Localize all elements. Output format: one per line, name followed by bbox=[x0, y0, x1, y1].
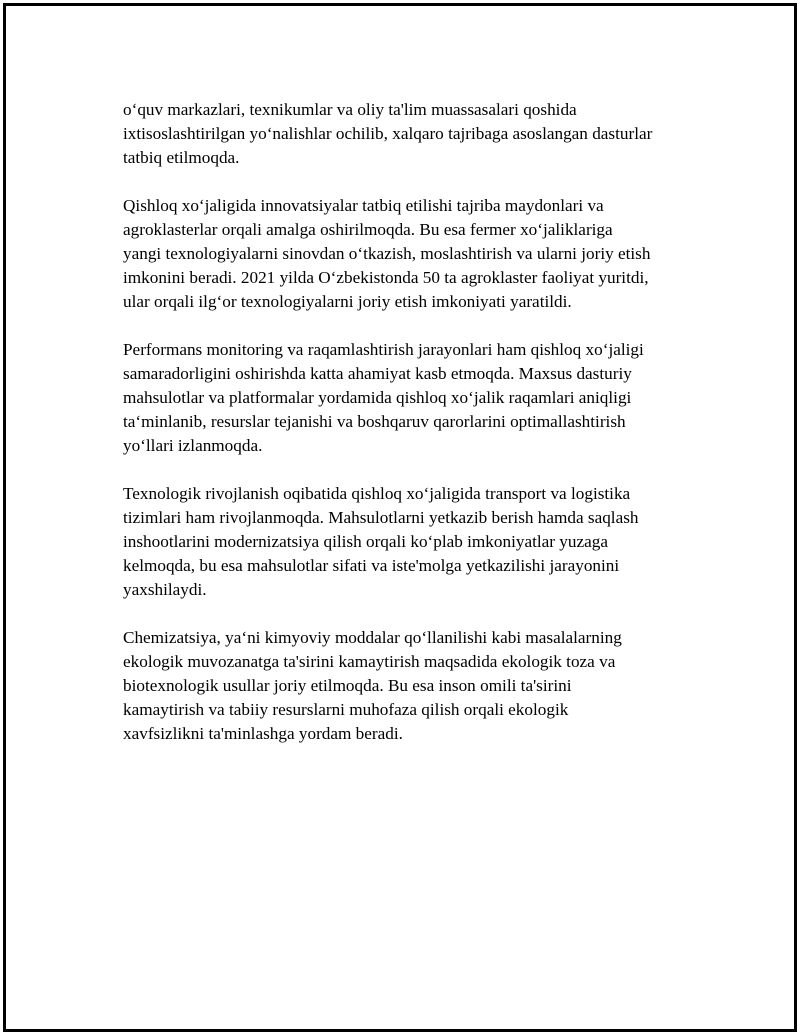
document-body bbox=[123, 98, 723, 770]
paragraph-2: Qishloq xo‘jaligida innovatsiyalar tatbiq etilishi tajriba maydonlari va agroklasterlar orqali amalga oshirilmoqda. Bu esa fermer xo‘jaliklariga yangi texnologiyalarni sinovdan o‘tkazish, moslashtirish va ularni joriy etish imkonini beradi. 2021 yilda O‘zbekistonda 50 ta agroklaster faoliyat yuritdi, ular orqali ilg‘or texnologiyalarni joriy etish imkoniyati yaratildi. bbox=[123, 196, 651, 311]
page-frame bbox=[3, 3, 797, 1032]
paragraph-5: Chemizatsiya, ya‘ni kimyoviy moddalar qo‘llanilishi kabi masalalarning ekologik muvozanatga ta'sirini kamaytirish maqsadida ekologik toza va biotexnologik usullar joriy etilmoqda. Bu esa inson omili ta'sirini kamaytirish va tabiiy resurslarni muhofaza qilish orqali ekologik xavfsizlikni ta'minlashga yordam beradi. bbox=[123, 628, 622, 743]
paragraph-3: Performans monitoring va raqamlashtirish jarayonlari ham qishloq xo‘jaligi samaradorligini oshirishda katta ahamiyat kasb etmoqda. Maxsus dasturiy mahsulotlar va platformalar yordamida qishloq xo‘jalik raqamlari aniqligi ta‘minlanib, resurslar tejanishi va boshqaruv qarorlarini optimallashtirish yo‘llari izlanmoqda. bbox=[123, 340, 644, 455]
paragraph-1: o‘quv markazlari, texnikumlar va oliy ta'lim muassasalari qoshida ixtisoslashtirilgan yo‘nalishlar ochilib, xalqaro tajribaga asoslangan dasturlar tatbiq etilmoqda. bbox=[123, 100, 653, 167]
paragraph-4: Texnologik rivojlanish oqibatida qishloq xo‘jaligida transport va logistika tizimlari ham rivojlanmoqda. Mahsulotlarni yetkazib berish hamda saqlash inshootlarini modernizatsiya qilish orqali ko‘plab imkoniyatlar yuzaga kelmoqda, bu esa mahsulotlar sifati va iste'molga yetkazilishi jarayonini yaxshilaydi. bbox=[123, 484, 639, 599]
